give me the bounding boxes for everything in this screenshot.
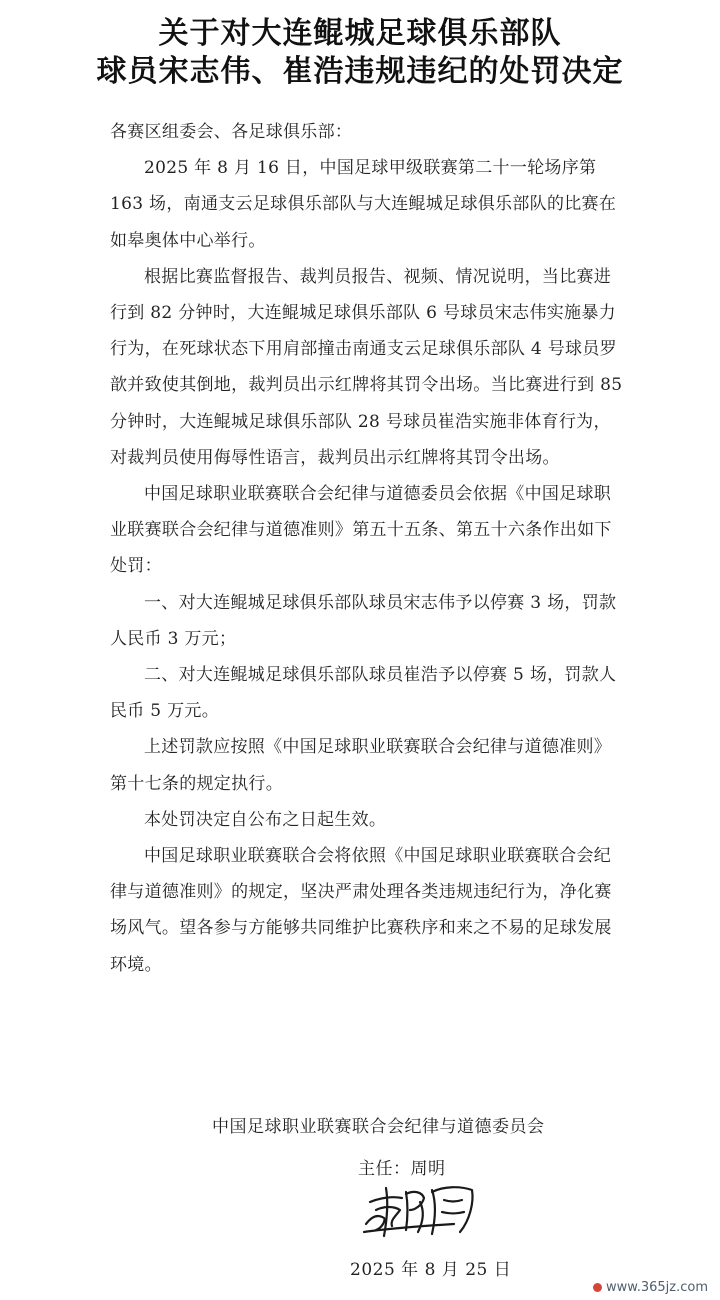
penalty-item-2: 二、对大连鲲城足球俱乐部队球员崔浩予以停赛 5 场，罚款人民币 5 万元。 <box>110 665 617 722</box>
handwritten-signature <box>362 1180 480 1240</box>
document-title-line-2: 球员宋志伟、崔浩违规违纪的处罚决定 <box>96 54 624 89</box>
paragraph-incident: 根据比赛监督报告、裁判员报告、视频、情况说明，当比赛进行到 82 分钟时，大连鲲城足球俱乐部队 6 号球员宋志伟实施暴力行为，在死球状态下用肩部撞击南通支云足球俱乐部队 4 号球员罗歆并致使其倒地，裁判员出示红牌将其罚令出场。当比赛进行到 85 分钟时，大连鲲城足球俱乐部队 28 号球员崔浩实施非体育行为，对裁判员使用侮辱性语言，裁判员出示红牌将其罚令出场。 <box>110 266 623 468</box>
paragraph-effective: 本处罚决定自公布之日起生效。 <box>144 809 387 830</box>
watermark-text: www.365jz.com <box>606 1280 708 1295</box>
paragraph-fine-execution: 上述罚款应按照《中国足球职业联赛联合会纪律与道德准则》第十七条的规定执行。 <box>110 737 612 794</box>
paragraph-basis: 中国足球职业联赛联合会纪律与道德委员会依据《中国足球职业联赛联合会纪律与道德准则》第五十五条、第五十六条作出如下处罚： <box>110 484 612 577</box>
document-body <box>110 114 625 983</box>
logo-dot-icon <box>593 1283 602 1292</box>
paragraph-match-info: 2025 年 8 月 16 日，中国足球甲级联赛第二十一轮场序第 163 场，南通支云足球俱乐部队与大连鲲城足球俱乐部队的比赛在如皋奥体中心举行。 <box>110 158 617 251</box>
penalty-item-1: 一、对大连鲲城足球俱乐部队球员宋志伟予以停赛 3 场，罚款人民币 3 万元； <box>110 592 617 649</box>
document-date: 2025 年 8 月 25 日 <box>350 1260 512 1280</box>
watermark <box>587 1279 714 1296</box>
signature-organization: 中国足球职业联赛联合会纪律与道德委员会 <box>212 1117 545 1137</box>
salutation: 各赛区组委会、各足球俱乐部： <box>110 122 353 142</box>
document-title-line-1: 关于对大连鲲城足球俱乐部队 <box>158 16 562 51</box>
chair-line: 主任：周明 <box>358 1159 446 1179</box>
paragraph-closing: 中国足球职业联赛联合会将依照《中国足球职业联赛联合会纪律与道德准则》的规定，坚决严肃处理各类违规违纪行为，净化赛场风气。望各参与方能够共同维护比赛秩序和来之不易的足球发展环境。 <box>110 846 612 975</box>
